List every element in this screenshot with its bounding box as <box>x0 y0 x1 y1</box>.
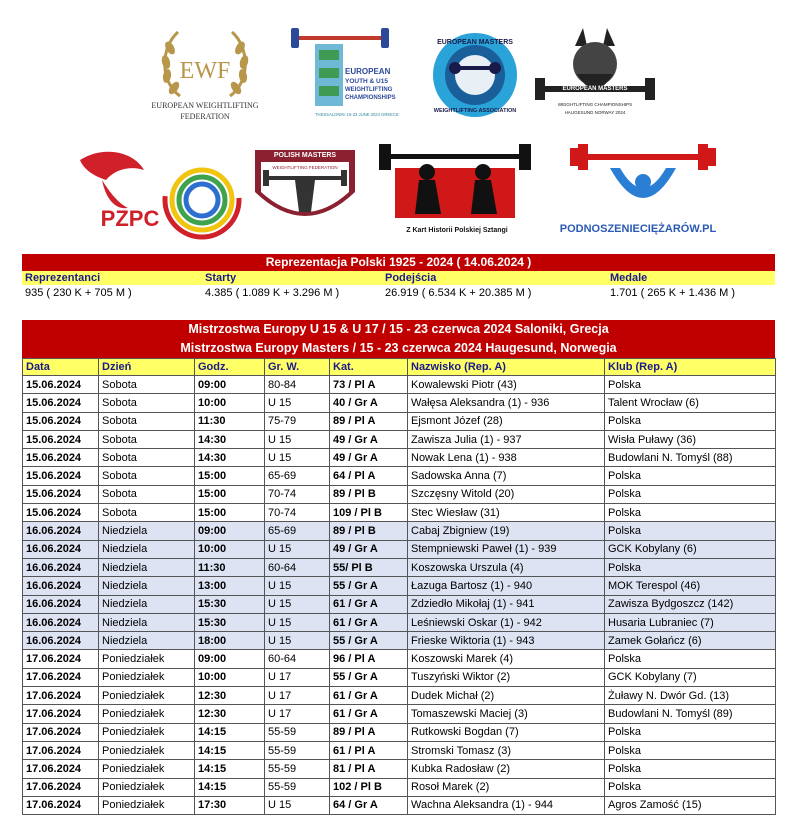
col-age-group: Gr. W. <box>265 359 330 376</box>
row-athlete-name: Koszowska Urszula (4) <box>408 558 605 576</box>
table-row <box>23 595 776 613</box>
row-time: 14:15 <box>195 723 265 741</box>
row-athlete-name: Szczęsny Witold (20) <box>408 485 605 503</box>
logo-banner <box>0 0 795 252</box>
svg-text:WEIGHTLIFTING FEDERATION: WEIGHTLIFTING FEDERATION <box>272 165 338 170</box>
ewf-logo <box>140 18 270 126</box>
svg-text:EWF: EWF <box>179 58 231 84</box>
row-time: 12:30 <box>195 705 265 723</box>
svg-text:Z Kart Historii Polskiej Sztan: Z Kart Historii Polskiej Sztangi <box>406 227 508 234</box>
row-athlete-name: Tomaszewski Maciej (3) <box>408 705 605 723</box>
row-day: Niedziela <box>99 613 195 631</box>
row-day: Sobota <box>99 376 195 394</box>
row-date: 15.06.2024 <box>23 467 99 485</box>
row-day: Poniedziałek <box>99 668 195 686</box>
row-athlete-name: Koszowski Marek (4) <box>408 650 605 668</box>
row-date: 17.06.2024 <box>23 760 99 778</box>
row-time: 12:30 <box>195 687 265 705</box>
row-time: 14:15 <box>195 778 265 796</box>
row-category: 55 / Gr A <box>330 577 408 595</box>
row-age-group: 80-84 <box>265 376 330 394</box>
col-club: Klub (Rep. A) <box>605 359 776 376</box>
row-age-group: U 17 <box>265 705 330 723</box>
row-date: 15.06.2024 <box>23 412 99 430</box>
schedule-rows <box>23 376 776 815</box>
row-category: 102 / Pl B <box>330 778 408 796</box>
value-attempts: 26.919 ( 6.534 K + 20.385 M ) <box>385 287 532 299</box>
row-age-group: U 15 <box>265 796 330 814</box>
schedule-table <box>22 358 776 815</box>
table-row <box>23 577 776 595</box>
row-athlete-name: Rosoł Marek (2) <box>408 778 605 796</box>
row-day: Sobota <box>99 394 195 412</box>
table-row <box>23 522 776 540</box>
row-club: Budowlani N. Tomyśl (88) <box>605 449 776 467</box>
row-club: Polska <box>605 778 776 796</box>
row-day: Poniedziałek <box>99 741 195 759</box>
svg-text:PZPC: PZPC <box>100 206 160 231</box>
row-age-group: 70-74 <box>265 504 330 522</box>
pzpc-logo <box>72 140 242 240</box>
svg-text:WEIGHTLIFTING: WEIGHTLIFTING <box>345 87 393 93</box>
row-age-group: U 15 <box>265 595 330 613</box>
row-time: 17:30 <box>195 796 265 814</box>
row-athlete-name: Kowalewski Piotr (43) <box>408 376 605 394</box>
table-row <box>23 778 776 796</box>
svg-text:WEIGHTLIFTING ASSOCIATION: WEIGHTLIFTING ASSOCIATION <box>433 108 517 114</box>
row-club: Polska <box>605 467 776 485</box>
table-header-row <box>23 359 776 376</box>
row-category: 40 / Gr A <box>330 394 408 412</box>
row-day: Sobota <box>99 485 195 503</box>
row-date: 17.06.2024 <box>23 796 99 814</box>
row-day: Sobota <box>99 412 195 430</box>
header-representatives: Reprezentanci <box>25 272 101 284</box>
row-club: Polska <box>605 376 776 394</box>
competition-schedule <box>22 320 775 815</box>
table-row <box>23 650 776 668</box>
row-category: 61 / Gr A <box>330 687 408 705</box>
row-athlete-name: Wachna Aleksandra (1) - 944 <box>408 796 605 814</box>
row-athlete-name: Stromski Tomasz (3) <box>408 741 605 759</box>
col-category: Kat. <box>330 359 408 376</box>
summary-values <box>22 285 775 301</box>
row-category: 55 / Gr A <box>330 632 408 650</box>
header-attempts: Podejścia <box>385 272 437 284</box>
row-date: 15.06.2024 <box>23 376 99 394</box>
row-club: GCK Kobylany (7) <box>605 668 776 686</box>
row-day: Niedziela <box>99 558 195 576</box>
row-category: 61 / Gr A <box>330 595 408 613</box>
row-athlete-name: Leśniewski Oskar (1) - 942 <box>408 613 605 631</box>
row-time: 10:00 <box>195 540 265 558</box>
row-athlete-name: Tuszyński Wiktor (2) <box>408 668 605 686</box>
row-club: Polska <box>605 412 776 430</box>
value-representatives: 935 ( 230 K + 705 M ) <box>25 287 132 299</box>
header-medals: Medale <box>610 272 648 284</box>
row-time: 09:00 <box>195 522 265 540</box>
row-athlete-name: Kubka Radosław (2) <box>408 760 605 778</box>
table-row <box>23 668 776 686</box>
col-day: Dzień <box>99 359 195 376</box>
svg-text:HAUGESUND NORWAY 2024: HAUGESUND NORWAY 2024 <box>564 110 626 115</box>
row-age-group: 55-59 <box>265 741 330 759</box>
row-day: Poniedziałek <box>99 705 195 723</box>
table-row <box>23 558 776 576</box>
row-date: 17.06.2024 <box>23 650 99 668</box>
row-date: 16.06.2024 <box>23 632 99 650</box>
row-time: 13:00 <box>195 577 265 595</box>
row-club: Polska <box>605 650 776 668</box>
row-category: 64 / Pl A <box>330 467 408 485</box>
col-name: Nazwisko (Rep. A) <box>408 359 605 376</box>
row-time: 10:00 <box>195 394 265 412</box>
row-day: Niedziela <box>99 577 195 595</box>
row-category: 49 / Gr A <box>330 540 408 558</box>
row-day: Niedziela <box>99 522 195 540</box>
row-date: 15.06.2024 <box>23 449 99 467</box>
row-category: 55 / Gr A <box>330 668 408 686</box>
svg-text:EUROPEAN MASTERS: EUROPEAN MASTERS <box>437 39 513 46</box>
row-athlete-name: Ejsmont Józef (28) <box>408 412 605 430</box>
table-row <box>23 412 776 430</box>
table-row <box>23 540 776 558</box>
row-category: 61 / Gr A <box>330 705 408 723</box>
row-time: 10:00 <box>195 668 265 686</box>
svg-text:YOUTH & U15: YOUTH & U15 <box>345 78 388 85</box>
row-date: 17.06.2024 <box>23 705 99 723</box>
row-category: 96 / Pl A <box>330 650 408 668</box>
row-day: Sobota <box>99 504 195 522</box>
row-club: Żuławy N. Dwór Gd. (13) <box>605 687 776 705</box>
row-time: 15:00 <box>195 467 265 485</box>
row-age-group: U 17 <box>265 668 330 686</box>
row-club: Polska <box>605 558 776 576</box>
row-category: 89 / Pl B <box>330 522 408 540</box>
row-date: 17.06.2024 <box>23 668 99 686</box>
table-row <box>23 376 776 394</box>
row-date: 16.06.2024 <box>23 613 99 631</box>
row-age-group: U 15 <box>265 540 330 558</box>
row-time: 14:30 <box>195 449 265 467</box>
row-club: GCK Kobylany (6) <box>605 540 776 558</box>
row-age-group: 60-64 <box>265 558 330 576</box>
svg-text:FEDERATION: FEDERATION <box>180 112 230 121</box>
row-day: Niedziela <box>99 540 195 558</box>
row-club: Polska <box>605 504 776 522</box>
row-time: 15:00 <box>195 504 265 522</box>
row-date: 16.06.2024 <box>23 540 99 558</box>
row-category: 49 / Gr A <box>330 430 408 448</box>
row-date: 17.06.2024 <box>23 741 99 759</box>
row-time: 11:30 <box>195 412 265 430</box>
row-athlete-name: Stempniewski Paweł (1) - 939 <box>408 540 605 558</box>
row-club: Budowlani N. Tomyśl (89) <box>605 705 776 723</box>
svg-text:EUROPEAN: EUROPEAN <box>345 67 391 76</box>
row-category: 89 / Pl A <box>330 412 408 430</box>
table-row <box>23 504 776 522</box>
table-row <box>23 449 776 467</box>
row-club: Polska <box>605 485 776 503</box>
row-date: 17.06.2024 <box>23 778 99 796</box>
row-date: 15.06.2024 <box>23 394 99 412</box>
header-starts: Starty <box>205 272 237 284</box>
svg-text:WEIGHTLIFTING CHAMPIONSHIPS: WEIGHTLIFTING CHAMPIONSHIPS <box>557 102 633 107</box>
row-age-group: 75-79 <box>265 412 330 430</box>
svg-text:THESSALONIKI 15-23 JUNE 2024 G: THESSALONIKI 15-23 JUNE 2024 GREECE <box>315 112 399 117</box>
value-medals: 1.701 ( 265 K + 1.436 M ) <box>610 287 736 299</box>
polish-masters-logo <box>245 142 365 237</box>
row-category: 64 / Gr A <box>330 796 408 814</box>
row-time: 09:00 <box>195 650 265 668</box>
row-age-group: U 15 <box>265 577 330 595</box>
row-club: MOK Terespol (46) <box>605 577 776 595</box>
summary-headers <box>22 271 775 285</box>
row-time: 18:00 <box>195 632 265 650</box>
row-date: 15.06.2024 <box>23 485 99 503</box>
row-age-group: U 15 <box>265 613 330 631</box>
row-day: Niedziela <box>99 595 195 613</box>
svg-text:PODNOSZENIECIĘŻARÓW.PL: PODNOSZENIECIĘŻARÓW.PL <box>559 223 717 235</box>
row-age-group: 65-69 <box>265 522 330 540</box>
row-time: 14:15 <box>195 760 265 778</box>
table-row <box>23 394 776 412</box>
row-athlete-name: Stec Wiesław (31) <box>408 504 605 522</box>
row-club: Wisła Puławy (36) <box>605 430 776 448</box>
summary-title: Reprezentacja Polski 1925 - 2024 ( 14.06.2024 ) <box>22 254 775 271</box>
row-category: 61 / Pl A <box>330 741 408 759</box>
svg-text:CHAMPIONSHIPS: CHAMPIONSHIPS <box>345 95 396 101</box>
row-day: Sobota <box>99 467 195 485</box>
table-row <box>23 687 776 705</box>
row-date: 15.06.2024 <box>23 504 99 522</box>
row-date: 17.06.2024 <box>23 723 99 741</box>
col-time: Godz. <box>195 359 265 376</box>
z-kart-historii-logo <box>375 140 540 240</box>
table-row <box>23 796 776 814</box>
row-club: Polska <box>605 723 776 741</box>
table-row <box>23 613 776 631</box>
row-age-group: 65-69 <box>265 467 330 485</box>
row-athlete-name: Frieske Wiktoria (1) - 943 <box>408 632 605 650</box>
row-club: Talent Wrocław (6) <box>605 394 776 412</box>
row-category: 49 / Gr A <box>330 449 408 467</box>
row-athlete-name: Sadowska Anna (7) <box>408 467 605 485</box>
row-club: Polska <box>605 522 776 540</box>
row-category: 55/ Pl B <box>330 558 408 576</box>
row-athlete-name: Nowak Lena (1) - 938 <box>408 449 605 467</box>
row-category: 89 / Pl A <box>330 723 408 741</box>
row-category: 89 / Pl B <box>330 485 408 503</box>
row-age-group: U 15 <box>265 449 330 467</box>
row-date: 16.06.2024 <box>23 577 99 595</box>
row-date: 16.06.2024 <box>23 522 99 540</box>
haugesund-masters-logo <box>535 24 655 124</box>
row-age-group: U 15 <box>265 430 330 448</box>
row-category: 73 / Pl A <box>330 376 408 394</box>
row-category: 81 / Pl A <box>330 760 408 778</box>
row-age-group: U 15 <box>265 632 330 650</box>
svg-text:EUROPEAN WEIGHTLIFTING: EUROPEAN WEIGHTLIFTING <box>151 101 259 110</box>
row-age-group: 55-59 <box>265 760 330 778</box>
row-age-group: 60-64 <box>265 650 330 668</box>
table-row <box>23 632 776 650</box>
row-day: Poniedziałek <box>99 778 195 796</box>
row-age-group: U 17 <box>265 687 330 705</box>
table-row <box>23 760 776 778</box>
row-time: 14:15 <box>195 741 265 759</box>
row-date: 17.06.2024 <box>23 687 99 705</box>
schedule-title-youth: Mistrzostwa Europy U 15 & U 17 / 15 - 23 czerwca 2024 Saloniki, Grecja <box>22 320 775 339</box>
col-date: Data <box>23 359 99 376</box>
row-club: Zamek Gołańcz (6) <box>605 632 776 650</box>
row-day: Niedziela <box>99 632 195 650</box>
row-athlete-name: Wałęsa Aleksandra (1) - 936 <box>408 394 605 412</box>
row-club: Husaria Lubraniec (7) <box>605 613 776 631</box>
row-time: 15:30 <box>195 595 265 613</box>
row-club: Zawisza Bydgoszcz (142) <box>605 595 776 613</box>
table-row <box>23 430 776 448</box>
row-day: Poniedziałek <box>99 760 195 778</box>
row-time: 15:30 <box>195 613 265 631</box>
row-time: 09:00 <box>195 376 265 394</box>
row-category: 61 / Gr A <box>330 613 408 631</box>
row-age-group: 55-59 <box>265 723 330 741</box>
row-club: Agros Zamość (15) <box>605 796 776 814</box>
row-day: Poniedziałek <box>99 723 195 741</box>
row-category: 109 / Pl B <box>330 504 408 522</box>
row-date: 15.06.2024 <box>23 430 99 448</box>
table-row <box>23 741 776 759</box>
row-age-group: U 15 <box>265 394 330 412</box>
row-athlete-name: Rutkowski Bogdan (7) <box>408 723 605 741</box>
schedule-title-masters: Mistrzostwa Europy Masters / 15 - 23 czerwca 2024 Haugesund, Norwegia <box>22 339 775 358</box>
value-starts: 4.385 ( 1.089 K + 3.296 M ) <box>205 287 340 299</box>
row-day: Sobota <box>99 449 195 467</box>
table-row <box>23 467 776 485</box>
row-athlete-name: Dudek Michał (2) <box>408 687 605 705</box>
table-row <box>23 705 776 723</box>
row-time: 15:00 <box>195 485 265 503</box>
row-age-group: 55-59 <box>265 778 330 796</box>
row-day: Poniedziałek <box>99 650 195 668</box>
row-age-group: 70-74 <box>265 485 330 503</box>
row-date: 16.06.2024 <box>23 595 99 613</box>
row-date: 16.06.2024 <box>23 558 99 576</box>
row-athlete-name: Zawisza Julia (1) - 937 <box>408 430 605 448</box>
youth-championships-logo <box>285 24 415 132</box>
row-day: Poniedziałek <box>99 687 195 705</box>
row-time: 11:30 <box>195 558 265 576</box>
row-club: Polska <box>605 760 776 778</box>
row-day: Poniedziałek <box>99 796 195 814</box>
row-athlete-name: Cabaj Zbigniew (19) <box>408 522 605 540</box>
row-day: Sobota <box>99 430 195 448</box>
row-athlete-name: Zdziedło Mikołaj (1) - 941 <box>408 595 605 613</box>
masters-association-logo <box>428 30 523 120</box>
podnoszenie-logo <box>548 138 728 238</box>
poland-representation-summary <box>22 254 775 301</box>
table-row <box>23 723 776 741</box>
row-athlete-name: Łazuga Bartosz (1) - 940 <box>408 577 605 595</box>
row-club: Polska <box>605 741 776 759</box>
row-time: 14:30 <box>195 430 265 448</box>
svg-text:POLISH MASTERS: POLISH MASTERS <box>273 152 337 159</box>
table-row <box>23 485 776 503</box>
svg-text:EUROPEAN MASTERS: EUROPEAN MASTERS <box>562 86 628 92</box>
